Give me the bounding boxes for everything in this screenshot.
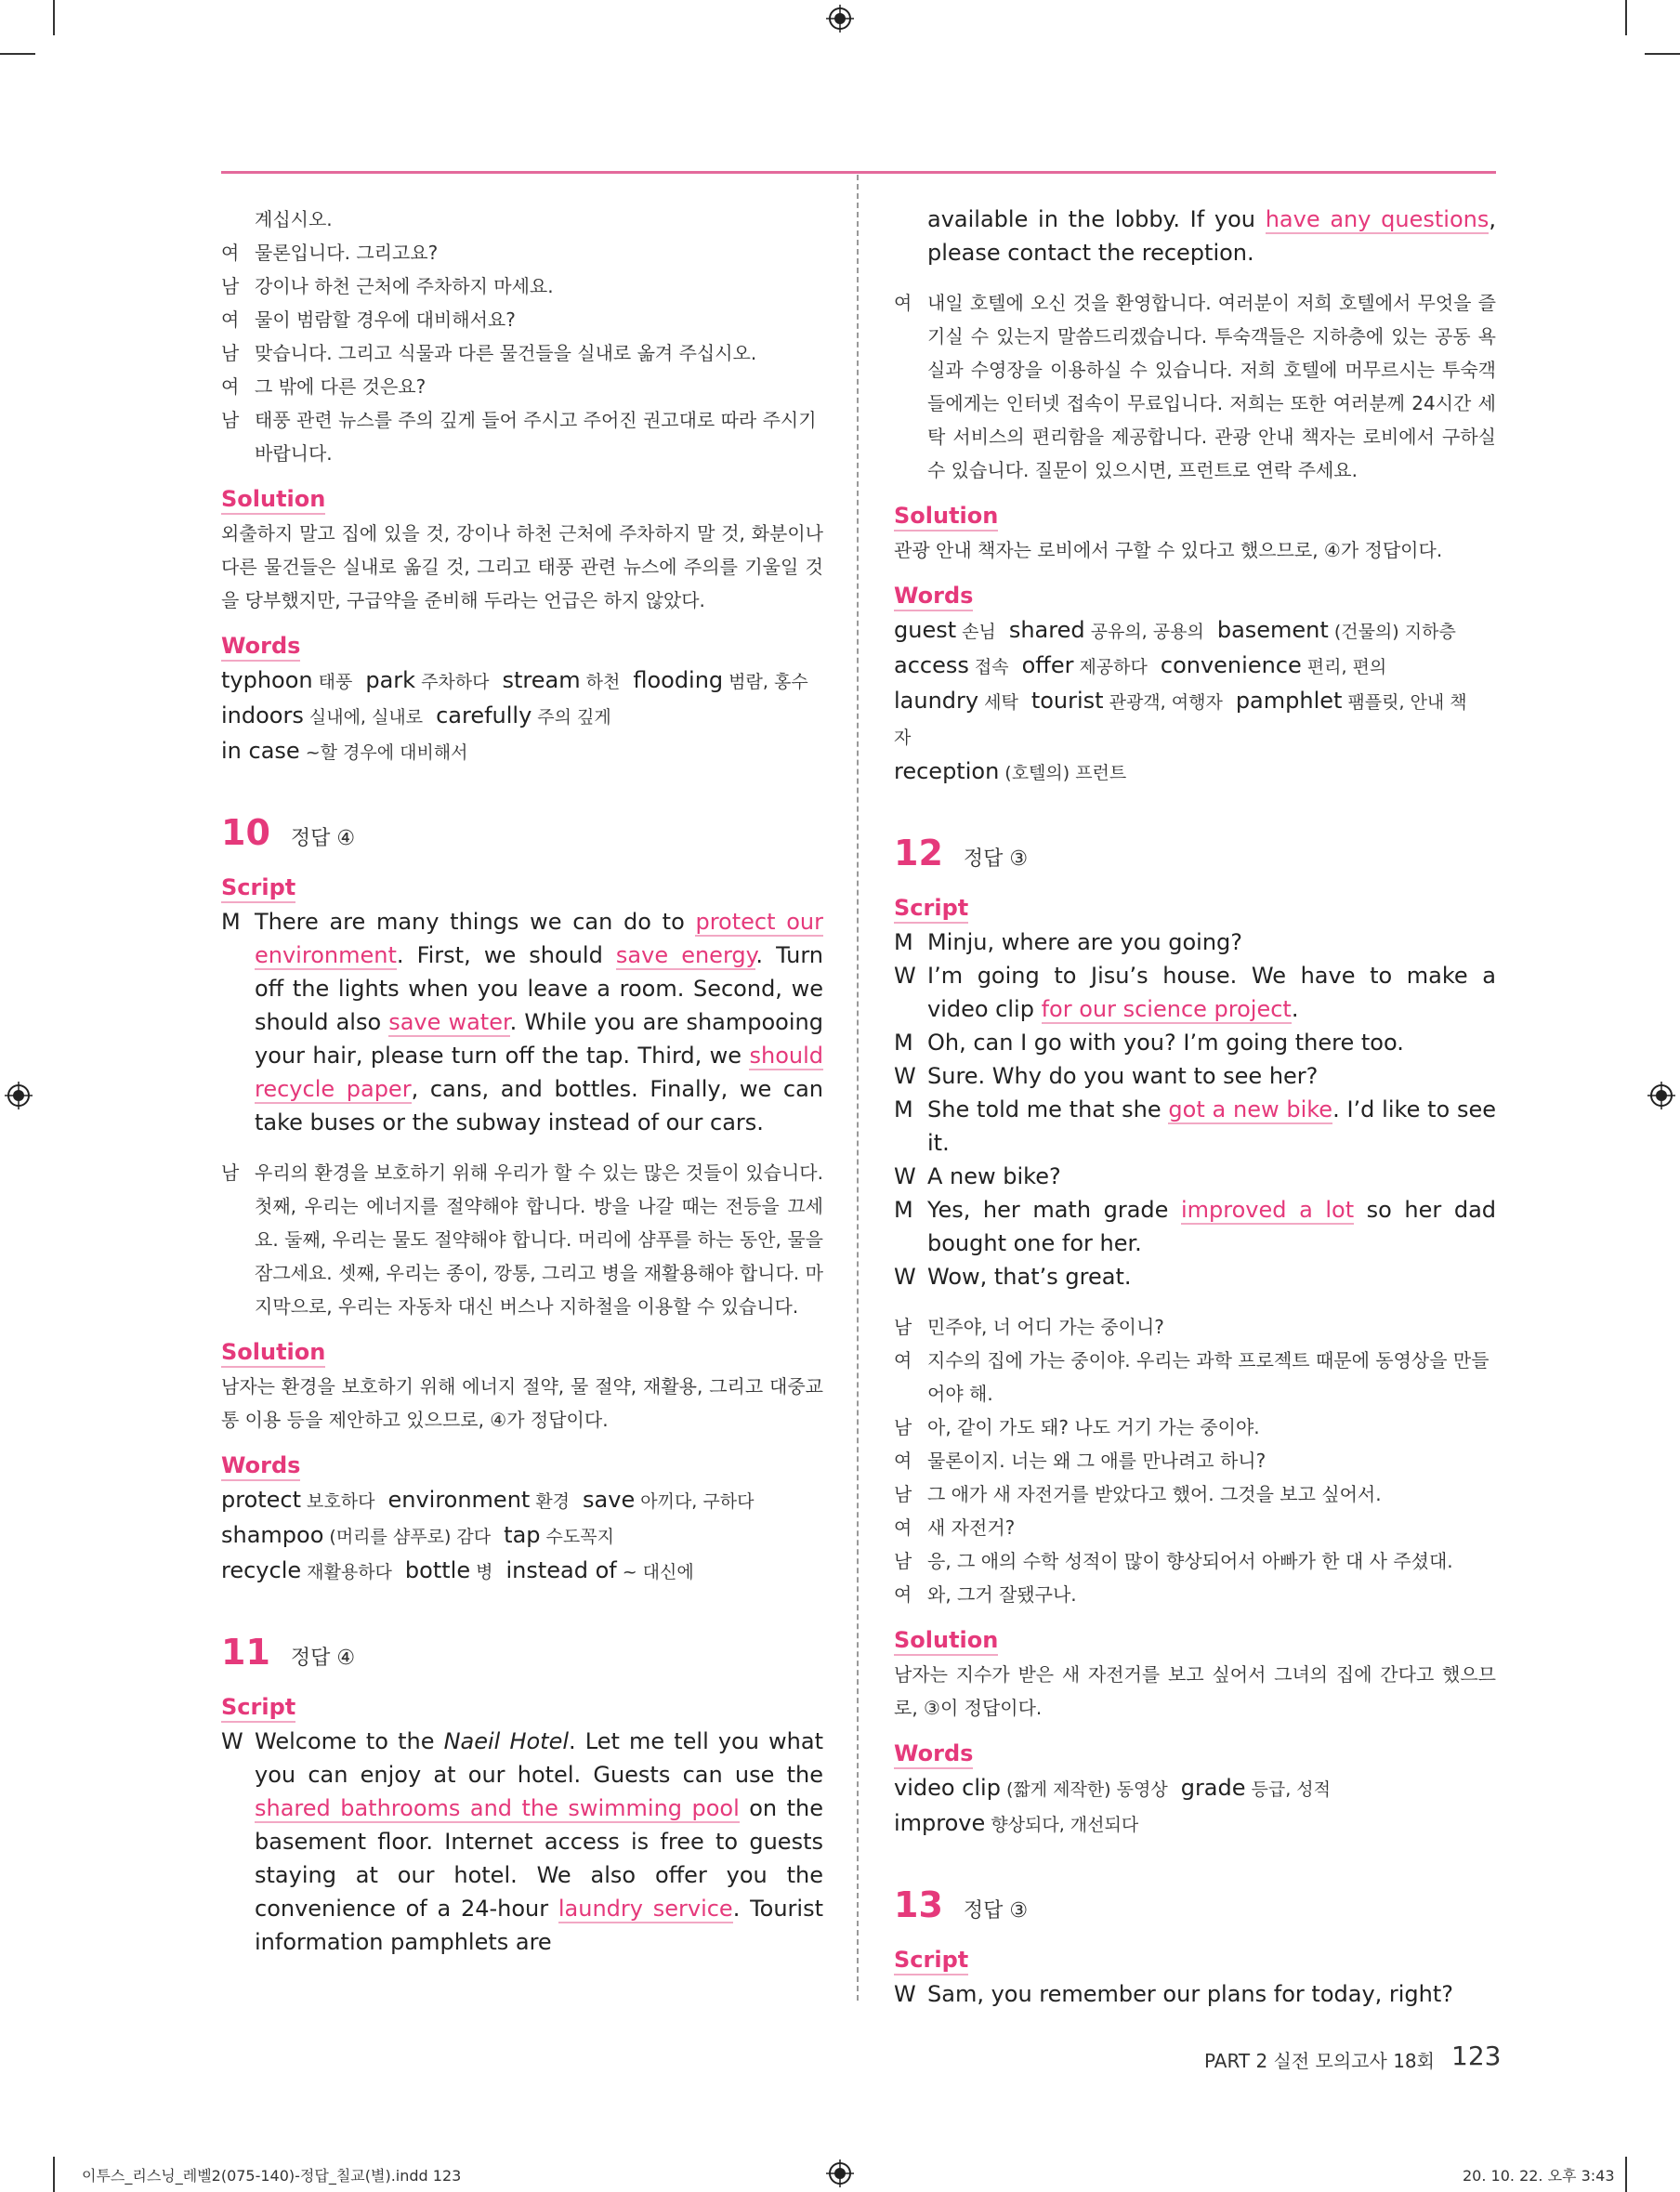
vocab-word: flooding [633, 667, 724, 693]
vocab-meaning: (머리를 샴푸로) 감다 [329, 1527, 492, 1547]
speaker-label: M [894, 929, 913, 955]
left-column [221, 203, 823, 1959]
print-slug-file: 이투스_리스닝_레벨2(075-140)-정답_칠교(별).indd 123 [82, 2167, 462, 2185]
vocab-word: tourist [1030, 688, 1104, 714]
dialogue-line [894, 1026, 1496, 1059]
words-row [894, 613, 1496, 649]
q10-solution-heading: Solution [221, 1338, 325, 1368]
vocab-meaning: (건물의) 지하층 [1333, 622, 1456, 642]
words-row [221, 699, 823, 734]
answer-label: 정답 ④ [290, 827, 356, 850]
vocab-word: protect [221, 1487, 302, 1513]
answer-label: 정답 ③ [963, 847, 1029, 871]
vocab-word: shampoo [221, 1522, 324, 1548]
vocab-meaning: ~할 경우에 대비해서 [305, 742, 468, 763]
speaker-label: 여 [894, 1450, 912, 1472]
blank-answer: laundry service [558, 1896, 733, 1922]
speaker-label: 여 [221, 308, 240, 331]
q11-korean-translation: 여 내일 호텔에 오신 것을 환영합니다. 여러분이 저희 호텔에서 무엇을 즐기실 수 있는지 말씀드리겠습니다. 투숙객들은 지하층에 있는 공동 욕실과 수영장을 이용하실 수 있습니다. 저희 호텔에 머무르시는 투숙객들에게는 인터넷 접속이 무료입니다. 저희는 또한 여러분께 24시간 세탁 서비스의 편리함을 제공합니다. 관광 안내 책자는 로비에서 구하실 수 있습니다. 질문이 있으시면, 프런트로 연락 주세요. [894, 286, 1496, 487]
vocab-word: improve [894, 1810, 986, 1836]
vocab-word: indoors [221, 702, 304, 728]
vocab-meaning: 보호하다 [307, 1491, 375, 1512]
q12-words-heading: Words [894, 1739, 973, 1769]
q12-header [894, 831, 1496, 875]
dialogue-text: 물이 범람할 경우에 대비해서요? [255, 308, 516, 331]
vocab-word: park [365, 667, 416, 693]
vocab-meaning: 실내에, 실내로 [308, 707, 424, 728]
blank-answer: have any questions [1265, 206, 1490, 232]
speaker-label: W [894, 963, 916, 989]
dialogue-text: 물론이지. 너는 왜 그 애를 만나려고 하니? [927, 1450, 1267, 1472]
crop-mark [1645, 53, 1680, 55]
dialogue-text: 새 자전거? [927, 1516, 1016, 1539]
q9-words-list [221, 663, 823, 769]
dialogue-text: Wow, that’s great. [927, 1264, 1132, 1290]
q10-words-heading: Words [221, 1451, 300, 1481]
speaker-label [221, 203, 255, 236]
q10-solution-text: 남자는 환경을 보호하기 위해 에너지 절약, 물 절약, 재활용, 그리고 대중교통 이용 등을 제안하고 있으므로, ④가 정답이다. [221, 1375, 823, 1431]
dialogue-text: 태풍 관련 뉴스를 주의 깊게 들어 주시고 주어진 권고대로 따라 주시기 [255, 409, 817, 431]
vocab-word: environment [387, 1487, 531, 1513]
dialogue-text: 물론입니다. 그리고요? [255, 242, 439, 264]
blank-answer: improved a lot [1181, 1197, 1355, 1223]
q12-script-heading: Script [894, 894, 968, 924]
blank-answer: save water [388, 1009, 510, 1035]
answer-label: 정답 ④ [290, 1647, 356, 1670]
dialogue-line [221, 303, 823, 336]
speaker-label: 남 [221, 1162, 240, 1184]
speaker-label: 남 [221, 409, 240, 431]
right-column [894, 203, 1496, 2011]
speaker-label: 남 [894, 1550, 912, 1572]
dialogue-text: 아, 같이 가도 돼? 나도 거기 가는 중이야. [927, 1416, 1260, 1438]
dialogue-line [894, 1578, 1496, 1611]
dialogue-text: 그 애가 새 자전거를 받았다고 했어. 그것을 보고 싶어서. [927, 1483, 1382, 1505]
q9-solution-heading: Solution [221, 485, 325, 515]
q11-words-heading: Words [894, 582, 973, 611]
q10-words-list [221, 1483, 823, 1589]
vocab-word: instead of [505, 1557, 617, 1583]
question-number: 10 [221, 812, 270, 853]
dialogue-line [221, 403, 823, 437]
vocab-word: save [583, 1487, 636, 1513]
dialogue-text: 민주야, 너 어디 가는 중이니? [927, 1316, 1164, 1338]
words-row [894, 1806, 1496, 1842]
speaker-label: W [894, 1981, 916, 2007]
dialogue-line [894, 925, 1496, 959]
q9-words-heading: Words [221, 632, 300, 662]
vocab-meaning: (짧게 제작한) 동영상 [1005, 1779, 1168, 1800]
vocab-word: video clip [894, 1775, 1001, 1801]
vocab-meaning: (호텔의) 프런트 [1004, 763, 1127, 783]
vocab-word: tap [504, 1522, 541, 1548]
vocab-meaning: 수도꼭지 [545, 1527, 614, 1547]
vocab-word: recycle [221, 1557, 302, 1583]
dialogue-text: 지수의 집에 가는 중이야. 우리는 과학 프로젝트 때문에 동영상을 만들어야 해. [927, 1349, 1490, 1405]
q13-header [894, 1883, 1496, 1927]
words-row [894, 755, 1496, 790]
dialogue-line [221, 370, 823, 403]
vocab-meaning: 범람, 홍수 [728, 672, 808, 692]
dialogue-line [221, 269, 823, 303]
question-number: 13 [894, 1884, 943, 1925]
dialogue-line [894, 1544, 1496, 1578]
dialogue-text: Oh, can I go with you? I’m going there too. [927, 1030, 1404, 1056]
print-slug-date: 20. 10. 22. 오후 3:43 [1463, 2167, 1615, 2185]
crop-mark [1625, 2157, 1627, 2192]
registration-mark-icon [826, 2159, 854, 2187]
blank-answer: protect our environment [255, 909, 823, 968]
dialogue-line [221, 336, 823, 370]
vocab-meaning: ~ 대신에 [622, 1562, 694, 1582]
q13-script-heading: Script [894, 1946, 968, 1975]
words-row [221, 663, 823, 699]
vocab-meaning: 주의 깊게 [537, 707, 611, 728]
vocab-word: convenience [1160, 652, 1302, 678]
q11-script-heading: Script [221, 1693, 295, 1723]
q12-solution-heading: Solution [894, 1626, 998, 1656]
dialogue-text: 응, 그 애의 수학 성적이 많이 향상되어서 아빠가 한 대 사 주셨대. [927, 1550, 1453, 1572]
speaker-label: 여 [221, 242, 240, 264]
dialogue-text: Yes, her math grade improved a lot so her dad bought one for her. [927, 1197, 1497, 1256]
vocab-word: basement [1216, 617, 1329, 643]
vocab-word: typhoon [221, 667, 313, 693]
page-number: 123 [1451, 2041, 1502, 2071]
dialogue-line [221, 236, 823, 269]
q12-solution-text: 남자는 지수가 받은 새 자전거를 보고 싶어서 그녀의 집에 간다고 했으므로, ③이 정답이다. [894, 1663, 1496, 1719]
vocab-word: offer [1021, 652, 1074, 678]
dialogue-text: 그 밖에 다른 것은요? [255, 375, 427, 398]
q10-script-text: There are many things we can do to protect our environment. First, we should save energy. Turn off the lights when you leave a room. Second, we should also save water. While you are shampooing your hair, please turn off the tap. Third, we should recycle paper, cans, and bottles. Finally, we can take buses or the subway instead of our cars. [255, 909, 824, 1135]
vocab-word: bottle [404, 1557, 471, 1583]
dialogue-line [894, 1444, 1496, 1477]
dialogue-line [894, 959, 1496, 1026]
speaker-label: W [894, 1163, 916, 1189]
vocab-meaning: 재활용하다 [307, 1562, 392, 1582]
speaker-label: W [894, 1063, 916, 1089]
dialogue-line [894, 1411, 1496, 1444]
speaker-label: M [894, 1030, 913, 1056]
answer-label: 정답 ③ [963, 1899, 1029, 1923]
blank-answer: should recycle paper [255, 1043, 823, 1102]
vocab-meaning: 태풍 [318, 672, 353, 692]
dialogue-text: 계십시오. [255, 208, 333, 230]
dialogue-line [894, 1260, 1496, 1293]
crop-mark [0, 53, 35, 55]
blank-answer: shared bathrooms and the swimming pool [255, 1795, 740, 1821]
crop-mark [1625, 0, 1627, 35]
dialogue-text: She told me that she got a new bike. I’d like to see it. [927, 1096, 1496, 1156]
vocab-meaning: 팸플릿, 안내 책자 [894, 692, 1467, 748]
vocab-meaning: 향상되다, 개선되다 [991, 1815, 1139, 1835]
speaker-label: M [894, 1197, 913, 1223]
column-divider [857, 175, 859, 2001]
vocab-meaning: 등급, 성적 [1251, 1779, 1332, 1800]
dialogue-text: Minju, where are you going? [927, 929, 1242, 955]
vocab-meaning: 아끼다, 구하다 [640, 1491, 755, 1512]
vocab-meaning: 접속 [974, 657, 1009, 677]
words-row [894, 649, 1496, 684]
speaker-label: 여 [894, 292, 912, 314]
blank-answer: for our science project [1041, 996, 1292, 1022]
q10-korean-translation: 남 우리의 환경을 보호하기 위해 우리가 할 수 있는 많은 것들이 있습니다. 첫째, 우리는 에너지를 절약해야 합니다. 방을 나갈 때는 전등을 끄세요. 둘째, 우리는 물도 절약해야 합니다. 머리에 샴푸를 하는 동안, 물을 잠그세요. 셋째, 우리는 종이, 깡통, 그리고 병을 재활용해야 합니다. 마지막으로, 우리는 자동차 대신 버스나 지하철을 이용할 수 있습니다. [221, 1156, 823, 1323]
speaker-label: 여 [221, 375, 240, 398]
q11-header [221, 1630, 823, 1674]
q9-korean-translation [221, 203, 823, 470]
vocab-word: pamphlet [1235, 688, 1343, 714]
q13-script-line: W Sam, you remember our plans for today, right? [894, 1977, 1496, 2011]
blank-answer: save energy [615, 942, 756, 968]
vocab-meaning: 환경 [535, 1491, 571, 1512]
dialogue-line [894, 1310, 1496, 1344]
dialogue-line [894, 1059, 1496, 1093]
registration-mark-icon [5, 1082, 33, 1109]
speaker-label: W [221, 1728, 243, 1754]
crop-mark [53, 2157, 55, 2192]
question-number: 12 [894, 833, 943, 873]
words-row [894, 1771, 1496, 1806]
q11-solution-text: 관광 안내 책자는 로비에서 구할 수 있다고 했으므로, ④가 정답이다. [894, 539, 1443, 561]
speaker-label: 남 [894, 1316, 912, 1338]
words-row [894, 684, 1496, 755]
q12-script [894, 925, 1496, 1293]
speaker-label: W [894, 1264, 916, 1290]
q9-solution-text: 외출하지 말고 집에 있을 것, 강이나 하천 근처에 주차하지 말 것, 화분이나 다른 물건들은 실내로 옮길 것, 그리고 태풍 관련 뉴스에 주의를 기울일 것을 당부했지만, 구급약을 준비해 두라는 언급은 하지 않았다. [221, 522, 823, 611]
blank-answer: got a new bike [1168, 1096, 1333, 1122]
vocab-meaning: 병 [476, 1562, 493, 1582]
vocab-meaning: 주차하다 [421, 672, 490, 692]
dialogue-line [894, 1511, 1496, 1544]
vocab-word: reception [894, 758, 1000, 784]
vocab-meaning: 공유의, 공용의 [1090, 622, 1204, 642]
dialogue-line [894, 1477, 1496, 1511]
vocab-word: access [894, 652, 969, 678]
dialogue-text: Sure. Why do you want to see her? [927, 1063, 1319, 1089]
words-row [221, 1554, 823, 1589]
speaker-label: 남 [894, 1416, 912, 1438]
question-number: 11 [221, 1632, 270, 1673]
vocab-word: laundry [894, 688, 979, 714]
dialogue-text: I’m going to Jisu’s house. We have to make a video clip for our science project. [927, 963, 1496, 1022]
speaker-label: 남 [221, 342, 240, 364]
vocab-word: stream [502, 667, 581, 693]
q10-header [221, 810, 823, 855]
q10-script-heading: Script [221, 873, 295, 903]
speaker-label: M [894, 1096, 913, 1122]
dialogue-line [894, 1193, 1496, 1260]
speaker-label: 여 [894, 1349, 912, 1372]
vocab-meaning: 손님 [962, 622, 996, 642]
running-footer: PART 2 실전 모의고사 18회 [1204, 2050, 1435, 2072]
q11-solution-heading: Solution [894, 502, 998, 532]
vocab-meaning: 편리, 편의 [1306, 657, 1387, 677]
dialogue-text: A new bike? [927, 1163, 1061, 1189]
q11-script-text: Welcome to the Naeil Hotel. Let me tell you what you can enjoy at our hotel. Guests can use the shared bathrooms and the swimming pool on the basement floor. Internet access is free to guests staying at our hotel. We also offer you the convenience of a 24-hour laundry service. Tourist information pamphlets are [255, 1728, 824, 1955]
vocab-meaning: 세탁 [984, 692, 1018, 713]
speaker-label [221, 437, 255, 470]
q10-script-line [221, 905, 823, 1139]
q11-words-list [894, 613, 1496, 790]
words-row [221, 1518, 823, 1554]
q12-korean-translation [894, 1310, 1496, 1611]
registration-mark-icon [826, 5, 854, 33]
dialogue-text: 강이나 하천 근처에 주차하지 마세요. [255, 275, 554, 297]
dialogue-line [894, 1160, 1496, 1193]
dialogue-text: 맞습니다. 그리고 식물과 다른 물건들을 실내로 옮겨 주십시오. [255, 342, 757, 364]
speaker-label: 여 [894, 1516, 912, 1539]
dialogue-line [894, 1344, 1496, 1411]
dialogue-text: 와, 그거 잘됐구나. [927, 1583, 1077, 1606]
vocab-meaning: 관광객, 여행자 [1109, 692, 1223, 713]
dialogue-text: 바랍니다. [255, 442, 333, 465]
q11-script-line [221, 1725, 823, 1959]
words-row [221, 734, 823, 769]
vocab-meaning: 하천 [585, 672, 621, 692]
vocab-word: carefully [436, 702, 532, 728]
dialogue-line [221, 437, 823, 470]
vocab-word: grade [1180, 1775, 1246, 1801]
crop-mark [53, 0, 55, 35]
q11-script-continued: available in the lobby. If you have any questions, please contact the reception. [927, 206, 1496, 266]
vocab-meaning: 제공하다 [1079, 657, 1148, 677]
words-row [221, 1483, 823, 1518]
speaker-label: 남 [894, 1483, 912, 1505]
vocab-word: guest [894, 617, 957, 643]
dialogue-line [894, 1093, 1496, 1160]
speaker-label: 여 [894, 1583, 912, 1606]
speaker-label: 남 [221, 275, 240, 297]
q12-words-list [894, 1771, 1496, 1842]
dialogue-line [221, 203, 823, 236]
vocab-word: in case [221, 738, 300, 764]
top-rule [221, 171, 1496, 174]
vocab-word: shared [1008, 617, 1085, 643]
registration-mark-icon [1647, 1082, 1675, 1109]
speaker-label: M [221, 909, 241, 935]
